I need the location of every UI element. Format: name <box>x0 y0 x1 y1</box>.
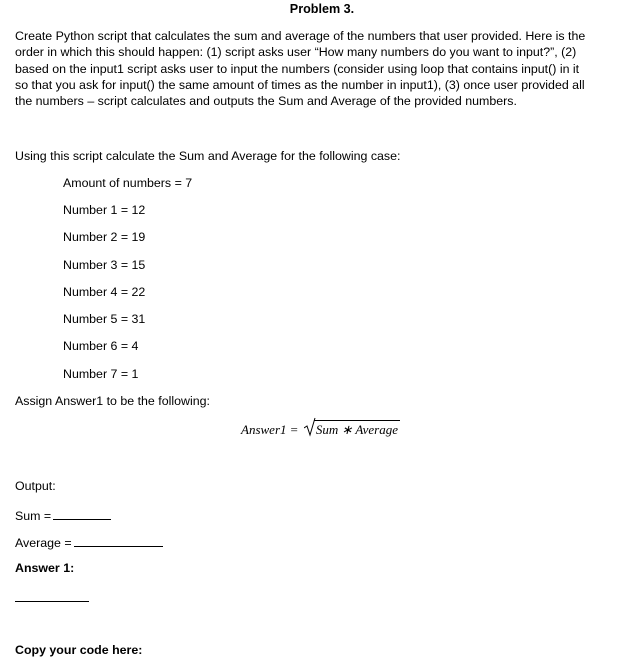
output-label: Output: <box>15 479 56 493</box>
instruction-line: Create Python script that calculates the sum and average of the numbers that user provided. Here is the <box>15 29 586 43</box>
average-row <box>15 534 163 550</box>
average-label: Average = <box>15 536 72 550</box>
assign-text: Assign Answer1 to be the following: <box>15 394 210 408</box>
square-root <box>304 420 400 438</box>
answer1-label: Answer 1: <box>15 561 75 575</box>
number-line-2: Number 2 = 19 <box>63 230 146 244</box>
sum-row <box>15 507 111 523</box>
problem-title: Problem 3. <box>289 2 355 16</box>
instructions-paragraph <box>15 28 633 109</box>
average-blank <box>74 534 163 547</box>
answer-formula <box>241 420 400 438</box>
case-intro: Using this script calculate the Sum and Average for the following case: <box>15 149 401 163</box>
number-line-6: Number 6 = 4 <box>63 339 139 353</box>
sum-blank <box>53 507 111 520</box>
instruction-line: so that you ask for input() the same amount of times as the number in input1), (3) once user provided all <box>15 77 585 92</box>
number-line-4: Number 4 = 22 <box>63 285 146 299</box>
instruction-line: the numbers – script calculates and outputs the Sum and Average of the provided numbers. <box>15 94 517 109</box>
answer1-blank <box>15 601 89 602</box>
number-line-3: Number 3 = 15 <box>63 258 146 272</box>
number-line-5: Number 5 = 31 <box>63 312 146 326</box>
formula-radicand: Sum ∗ Average <box>315 422 398 437</box>
instruction-line: order in which this should happen: (1) script asks user “How many numbers do you want to input?”, (2) <box>15 45 577 60</box>
radical-sign-icon <box>304 417 316 437</box>
instruction-line: based on the input1 script asks user to input the numbers (consider using loop that contains input() in it <box>15 61 580 76</box>
amount-line: Amount of numbers = 7 <box>63 176 193 190</box>
number-line-7: Number 7 = 1 <box>63 367 139 381</box>
formula-equals: = <box>290 422 298 437</box>
sum-label: Sum = <box>15 509 52 523</box>
number-line-1: Number 1 = 12 <box>63 203 146 217</box>
formula-lhs: Answer1 <box>241 422 287 437</box>
copy-code-label: Copy your code here: <box>15 643 143 657</box>
